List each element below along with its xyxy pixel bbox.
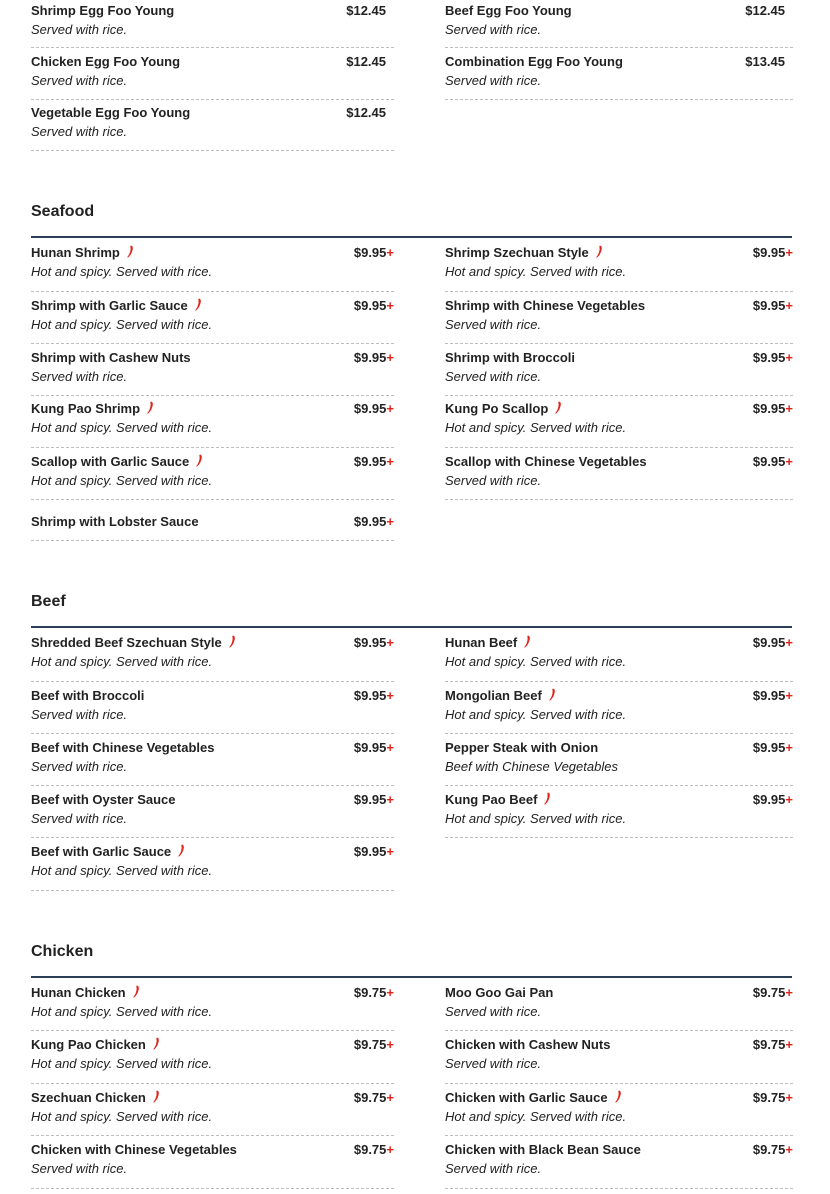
item-name-text: Scallop with Chinese Vegetables (445, 454, 647, 469)
item-price (354, 350, 394, 366)
item-name-text: Kung Pao Chicken (31, 1037, 146, 1052)
item-description: Served with rice. (445, 1161, 542, 1176)
price-plus: + (785, 1142, 793, 1157)
item-name-text: Kung Pao Beef (445, 792, 538, 807)
item-name-text: Szechuan Chicken (31, 1090, 146, 1105)
item-description: Served with rice. (445, 473, 542, 488)
item-name-text: Beef with Oyster Sauce (31, 792, 176, 807)
item-name-text: Beef with Broccoli (31, 688, 145, 703)
menu-item-shrimp-with-broccoli (445, 350, 793, 396)
item-name (31, 688, 144, 704)
menu-item-combination-egg-foo-young (445, 54, 793, 100)
item-name (445, 350, 575, 366)
item-price (753, 1037, 793, 1053)
price-value: $9.95 (353, 688, 387, 703)
item-price (354, 792, 394, 808)
item-name (31, 401, 155, 417)
menu-item-hunan-beef (445, 635, 793, 682)
item-price (753, 245, 793, 261)
item-description: Served with rice. (31, 1161, 128, 1176)
item-name-text: Moo Goo Gai Pan (445, 985, 554, 1000)
price-value: $9.95 (353, 514, 387, 529)
item-name: Vegetable Egg Foo Young (31, 105, 191, 120)
price-plus: + (386, 401, 394, 416)
item-name-text: Pepper Steak with Onion (445, 740, 599, 755)
price-value: $9.95 (752, 792, 786, 807)
item-price (753, 401, 793, 417)
price-value: $9.75 (353, 985, 387, 1000)
item-price (745, 54, 785, 70)
price-plus: + (386, 740, 394, 755)
item-description: Served with rice. (445, 1056, 542, 1071)
item-name: Chicken Egg Foo Young (31, 54, 181, 69)
item-description: Hot and spicy. Served with rice. (31, 1004, 213, 1019)
item-name (445, 1142, 641, 1158)
item-price (753, 985, 793, 1001)
chili-pepper-icon (194, 298, 203, 311)
menu-item-shrimp-with-cashew-nuts (31, 350, 394, 396)
item-price (354, 298, 394, 314)
price-value: $9.75 (752, 985, 786, 1000)
item-name (31, 985, 141, 1001)
menu-item-shredded-beef-szechuan-style (31, 635, 394, 682)
item-price (753, 792, 793, 808)
item-price (753, 1090, 793, 1106)
chili-pepper-icon (177, 844, 186, 857)
price-plus: + (785, 1090, 793, 1105)
menu-item-szechuan-chicken (31, 1090, 394, 1136)
price-value: $9.95 (353, 792, 387, 807)
price-value: $9.95 (752, 454, 786, 469)
menu-item-kung-pao-shrimp (31, 401, 394, 448)
menu-item-hunan-chicken (31, 985, 394, 1031)
item-description: Served with rice. (445, 317, 542, 332)
price-value: $9.75 (353, 1142, 387, 1157)
item-price (753, 454, 793, 470)
price-value: $9.75 (752, 1037, 786, 1052)
price-value: $9.95 (353, 298, 387, 313)
price-plus: + (386, 1142, 394, 1157)
price-plus: + (785, 792, 793, 807)
item-price (354, 454, 394, 470)
item-name-text: Shrimp Szechuan Style (445, 245, 589, 260)
item-description: Served with rice. (31, 124, 128, 139)
chili-pepper-icon (228, 635, 237, 648)
chili-pepper-icon (146, 401, 155, 414)
chili-pepper-icon (543, 792, 552, 805)
item-description: Hot and spicy. Served with rice. (31, 1056, 213, 1071)
item-price (745, 3, 785, 19)
item-name-text: Shrimp with Lobster Sauce (31, 514, 199, 529)
item-price (753, 350, 793, 366)
menu-item-pepper-steak-with-onion (445, 740, 793, 786)
item-name-text: Shredded Beef Szechuan Style (31, 635, 222, 650)
menu-item-moo-goo-gai-pan (445, 985, 793, 1031)
item-name-text: Hunan Chicken (31, 985, 126, 1000)
menu-item-beef-with-garlic-sauce (31, 844, 394, 891)
item-name (31, 740, 215, 756)
price-value: $12.45 (346, 3, 386, 18)
item-description: Hot and spicy. Served with rice. (445, 707, 627, 722)
item-name (31, 1090, 161, 1106)
item-name (31, 1037, 161, 1053)
price-value: $9.95 (353, 350, 387, 365)
item-name-text: Shrimp with Garlic Sauce (31, 298, 188, 313)
item-name (31, 514, 199, 530)
price-plus: + (386, 350, 394, 365)
item-price (354, 985, 394, 1001)
price-value: $12.45 (745, 3, 785, 18)
price-value: $9.95 (752, 245, 786, 260)
item-description: Hot and spicy. Served with rice. (445, 1109, 627, 1124)
item-name (445, 1037, 610, 1053)
item-name (445, 245, 604, 261)
section-divider (31, 626, 792, 628)
item-name (31, 792, 176, 808)
price-plus: + (386, 688, 394, 703)
item-price (346, 54, 386, 70)
item-description: Served with rice. (445, 22, 542, 37)
item-name-text: Shrimp with Chinese Vegetables (445, 298, 646, 313)
item-price (753, 635, 793, 651)
price-value: $9.95 (752, 635, 786, 650)
chili-pepper-icon (548, 688, 557, 701)
price-value: $13.45 (745, 54, 785, 69)
menu-item-beef-egg-foo-young (445, 3, 793, 48)
price-value: $9.95 (353, 740, 387, 755)
price-value: $9.95 (752, 740, 786, 755)
price-value: $9.75 (752, 1090, 786, 1105)
item-price (354, 401, 394, 417)
price-plus: + (386, 844, 394, 859)
price-value: $9.75 (353, 1037, 387, 1052)
item-name-text: Chicken with Cashew Nuts (445, 1037, 611, 1052)
price-plus: + (785, 454, 793, 469)
price-plus: + (386, 635, 394, 650)
item-name-text: Kung Po Scallop (445, 401, 549, 416)
price-plus: + (785, 350, 793, 365)
menu-item-shrimp-with-lobster-sauce (31, 514, 394, 541)
item-price (354, 688, 394, 704)
price-plus: + (785, 688, 793, 703)
menu-item-scallop-with-garlic-sauce (31, 454, 394, 500)
item-description: Served with rice. (445, 73, 542, 88)
price-value: $9.95 (752, 298, 786, 313)
item-name-text: Shrimp with Cashew Nuts (31, 350, 191, 365)
menu-item-chicken-with-cashew-nuts (445, 1037, 793, 1084)
price-plus: + (785, 635, 793, 650)
item-price (354, 245, 394, 261)
item-name (445, 688, 557, 704)
price-plus: + (386, 514, 394, 529)
item-description: Hot and spicy. Served with rice. (31, 654, 213, 669)
section-title-beef: Beef (31, 593, 66, 610)
price-plus: + (785, 245, 793, 260)
price-value: $9.95 (353, 635, 387, 650)
chili-pepper-icon (152, 1037, 161, 1050)
price-plus: + (386, 245, 394, 260)
price-value: $9.95 (353, 245, 387, 260)
price-plus: + (386, 454, 394, 469)
price-plus: + (785, 740, 793, 755)
menu-item-scallop-with-chinese-vegetables (445, 454, 793, 500)
menu-item-chicken-with-black-bean-sauce (445, 1142, 793, 1189)
price-plus: + (386, 1037, 394, 1052)
item-description: Served with rice. (31, 369, 128, 384)
item-description: Hot and spicy. Served with rice. (445, 264, 627, 279)
item-price (354, 1090, 394, 1106)
menu-item-beef-with-broccoli (31, 688, 394, 734)
price-plus: + (386, 298, 394, 313)
section-title-seafood: Seafood (31, 203, 95, 220)
chili-pepper-icon (195, 454, 204, 467)
item-name (31, 844, 186, 860)
item-name-text: Chicken with Garlic Sauce (445, 1090, 608, 1105)
price-plus: + (785, 401, 793, 416)
item-description: Hot and spicy. Served with rice. (445, 654, 627, 669)
item-price (354, 844, 394, 860)
item-description: Served with rice. (445, 369, 542, 384)
item-price (753, 1142, 793, 1158)
item-price (354, 514, 394, 530)
item-name-text: Hunan Shrimp (31, 245, 120, 260)
chili-pepper-icon (554, 401, 563, 414)
item-name-text: Shrimp with Broccoli (445, 350, 576, 365)
item-name-text: Kung Pao Shrimp (31, 401, 141, 416)
menu-item-kung-pao-chicken (31, 1037, 394, 1084)
item-name-text: Beef with Chinese Vegetables (31, 740, 215, 755)
item-description: Hot and spicy. Served with rice. (31, 420, 213, 435)
price-plus: + (386, 792, 394, 807)
item-name (445, 985, 553, 1001)
item-description: Hot and spicy. Served with rice. (445, 420, 627, 435)
price-value: $9.95 (353, 844, 387, 859)
section-title-chicken: Chicken (31, 943, 94, 960)
chili-pepper-icon (595, 245, 604, 258)
item-name (31, 350, 191, 366)
item-description: Hot and spicy. Served with rice. (31, 863, 213, 878)
menu-item-kung-po-scallop (445, 401, 793, 448)
menu-item-mongolian-beef (445, 688, 793, 734)
item-description: Hot and spicy. Served with rice. (31, 317, 213, 332)
item-name (445, 1090, 623, 1106)
item-description: Served with rice. (445, 1004, 542, 1019)
item-price (753, 688, 793, 704)
menu-item-shrimp-szechuan-style (445, 245, 793, 292)
item-name (445, 298, 645, 314)
chili-pepper-icon (523, 635, 532, 648)
price-plus: + (386, 985, 394, 1000)
price-plus: + (785, 298, 793, 313)
section-divider (31, 236, 792, 238)
item-description: Served with rice. (31, 759, 128, 774)
item-name-text: Beef with Garlic Sauce (31, 844, 172, 859)
price-value: $9.95 (353, 454, 387, 469)
menu-item-vegetable-egg-foo-young (31, 105, 394, 151)
price-value: $9.75 (353, 1090, 387, 1105)
price-value: $9.95 (752, 688, 786, 703)
item-name (445, 792, 552, 808)
item-price (346, 3, 386, 19)
price-value: $12.45 (346, 54, 386, 69)
menu-item-hunan-shrimp (31, 245, 394, 292)
item-description: Hot and spicy. Served with rice. (31, 473, 213, 488)
item-name: Combination Egg Foo Young (445, 54, 623, 69)
item-price (354, 1037, 394, 1053)
menu-item-chicken-egg-foo-young (31, 54, 394, 100)
price-value: $9.95 (752, 401, 786, 416)
item-description: Hot and spicy. Served with rice. (31, 1109, 213, 1124)
price-plus: + (785, 1037, 793, 1052)
item-name (31, 245, 135, 261)
item-description: Hot and spicy. Served with rice. (445, 811, 627, 826)
price-value: $12.45 (346, 105, 386, 120)
item-description: Served with rice. (31, 707, 128, 722)
menu-item-shrimp-egg-foo-young (31, 3, 394, 48)
item-name (445, 635, 532, 651)
chili-pepper-icon (132, 985, 141, 998)
item-price (753, 740, 793, 756)
item-price (354, 740, 394, 756)
item-name-text: Hunan Beef (445, 635, 518, 650)
item-description: Hot and spicy. Served with rice. (31, 264, 213, 279)
item-description: Served with rice. (31, 811, 128, 826)
menu-item-chicken-with-chinese-vegetables (31, 1142, 394, 1189)
item-description: Served with rice. (31, 73, 128, 88)
item-price (354, 635, 394, 651)
menu-item-chicken-with-garlic-sauce (445, 1090, 793, 1136)
item-name (445, 454, 647, 470)
item-name (31, 298, 203, 314)
chili-pepper-icon (614, 1090, 623, 1103)
price-plus: + (386, 1090, 394, 1105)
item-name (31, 454, 204, 470)
price-value: $9.95 (353, 401, 387, 416)
menu-item-beef-with-oyster-sauce (31, 792, 394, 838)
menu-item-shrimp-with-garlic-sauce (31, 298, 394, 344)
item-name-text: Mongolian Beef (445, 688, 542, 703)
item-description: Beef with Chinese Vegetables (445, 759, 618, 774)
item-name-text: Chicken with Chinese Vegetables (31, 1142, 237, 1157)
menu-item-kung-pao-beef (445, 792, 793, 838)
menu-item-shrimp-with-chinese-vegetables (445, 298, 793, 344)
item-price (346, 105, 386, 121)
item-name (31, 635, 237, 651)
chili-pepper-icon (152, 1090, 161, 1103)
price-value: $9.75 (752, 1142, 786, 1157)
item-name-text: Scallop with Garlic Sauce (31, 454, 190, 469)
item-name (31, 1142, 237, 1158)
price-value: $9.95 (752, 350, 786, 365)
item-name (445, 740, 598, 756)
item-name (445, 401, 563, 417)
item-name: Beef Egg Foo Young (445, 3, 572, 18)
price-plus: + (785, 985, 793, 1000)
menu-item-beef-with-chinese-vegetables (31, 740, 394, 786)
item-name: Shrimp Egg Foo Young (31, 3, 175, 18)
item-price (753, 298, 793, 314)
item-price (354, 1142, 394, 1158)
item-name-text: Chicken with Black Bean Sauce (445, 1142, 641, 1157)
item-description: Served with rice. (31, 22, 128, 37)
section-divider (31, 976, 792, 978)
chili-pepper-icon (126, 245, 135, 258)
